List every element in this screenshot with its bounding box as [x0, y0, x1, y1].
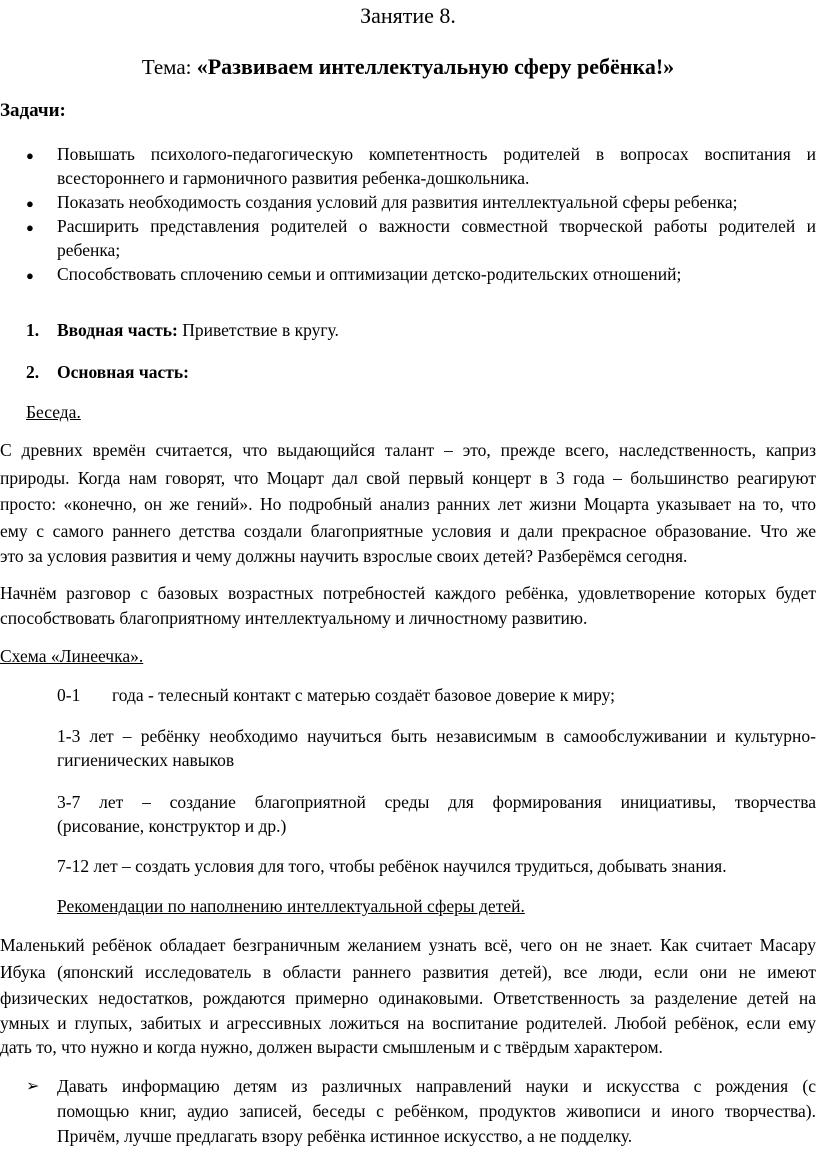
task-line: всестороннего и гармоничного развития ребенка-дошкольника. [57, 168, 530, 188]
bullet-icon: ● [26, 268, 34, 283]
arrow-bullet-icon: ➢ [26, 1078, 40, 1095]
scheme-line: 1-3 лет – ребёнку необходимо научиться быть независимым в самообслуживании и культурно- [57, 726, 816, 746]
scheme-line: года - телесный контакт с матерью создаёт базовое доверие к миру; [112, 685, 615, 705]
section-number: 1. [26, 320, 40, 340]
paragraph-line: Маленький ребёнок обладает безграничным желанием узнать всё, чего он не знает. Как считает Масару [0, 935, 816, 955]
bullet-icon: ● [26, 220, 34, 235]
scheme-heading: Схема «Линеечка». [0, 646, 144, 666]
section-main [57, 362, 189, 383]
paragraph-line: способствовать благоприятному интеллектуальному и личностному развитию. [0, 608, 588, 628]
arrow-item-line: помощью книг, аудио записей, беседы с ребёнком, продуктов живописи и иного творчества). [57, 1101, 816, 1121]
section-intro [57, 320, 339, 341]
paragraph-line: физических недостатков, рождаются примерно одинаковыми. Ответственность за разделение детей на [0, 988, 816, 1008]
task-line: Расширить представления родителей о важности совместной творческой работы родителей и [57, 216, 816, 236]
task-line: Повышать психолого-педагогическую компетентность родителей в вопросах воспитания и [57, 144, 816, 164]
scheme-line: (рисование, конструктор и др.) [57, 816, 287, 836]
topic-label: Тема: [141, 55, 197, 79]
paragraph-line: природы. Когда нам говорят, что Моцарт дал свой первый концерт в 3 года – большинство реагируют [0, 468, 816, 488]
topic-value: «Развиваем интеллектуальную сферу ребёнка!» [196, 54, 675, 79]
arrow-item-line: Причём, лучше предлагать взору ребёнка истинное искусство, а не подделку. [57, 1126, 633, 1146]
lesson-title: Занятие 8. [360, 3, 456, 28]
scheme-line: 7-12 лет – создать условия для того, чтобы ребёнок научился трудиться, добывать знания. [57, 856, 727, 876]
section-label: Вводная часть: [57, 320, 178, 340]
paragraph-line: умных и глупых, забитых и агрессивных ложиться на воспитание родителей. Любой ребёнок, если ему [0, 1013, 816, 1033]
section-text: Приветствие в кругу. [177, 320, 339, 340]
section-label: Основная часть: [57, 362, 189, 382]
tasks-heading: Задачи: [0, 100, 66, 121]
paragraph-line: дать то, что нужно и когда нужно, должен вырасти смышленым и с твёрдым характером. [0, 1037, 663, 1057]
arrow-item-line: Давать информацию детям из различных направлений науки и искусства с рождения (с [57, 1076, 816, 1096]
lesson-topic [0, 54, 816, 80]
paragraph-line: просто: «конечно, он же гений». Но подробный анализ ранних лет жизни Моцарта указывает на то, что [0, 494, 816, 514]
paragraph-line: С древних времён считается, что выдающийся талант – это, прежде всего, наследственность, каприз [0, 440, 816, 460]
paragraph-line: это за условия развития и чему должны научить взрослые своих детей? Разберёмся сегодня. [0, 546, 688, 566]
task-line: ребенка; [57, 240, 121, 260]
paragraph-line: Ибука (японский исследователь в области раннего развития детей), все люди, если они не имеют [0, 962, 816, 982]
talk-heading: Беседа. [26, 402, 81, 422]
paragraph-line: ему с самого раннего детства создали благоприятные условия и дали прекрасное образование. Что же [0, 521, 816, 541]
scheme-age: 0-1 [57, 685, 81, 705]
bullet-icon: ● [26, 148, 34, 163]
task-line: Показать необходимость создания условий для развития интеллектуальной сферы ребенка; [57, 192, 738, 212]
paragraph-line: Начнём разговор с базовых возрастных потребностей каждого ребёнка, удовлетворение которых будет [0, 583, 816, 603]
task-line: Способствовать сплочению семьи и оптимизации детско-родительских отношений; [57, 264, 682, 284]
recommend-heading: Рекомендации по наполнению интеллектуальной сферы детей. [57, 896, 525, 916]
bullet-icon: ● [26, 196, 34, 211]
section-number: 2. [26, 362, 40, 382]
scheme-line: 3-7 лет – создание благоприятной среды для формирования инициативы, творчества [57, 792, 816, 812]
scheme-line: гигиенических навыков [57, 750, 235, 770]
